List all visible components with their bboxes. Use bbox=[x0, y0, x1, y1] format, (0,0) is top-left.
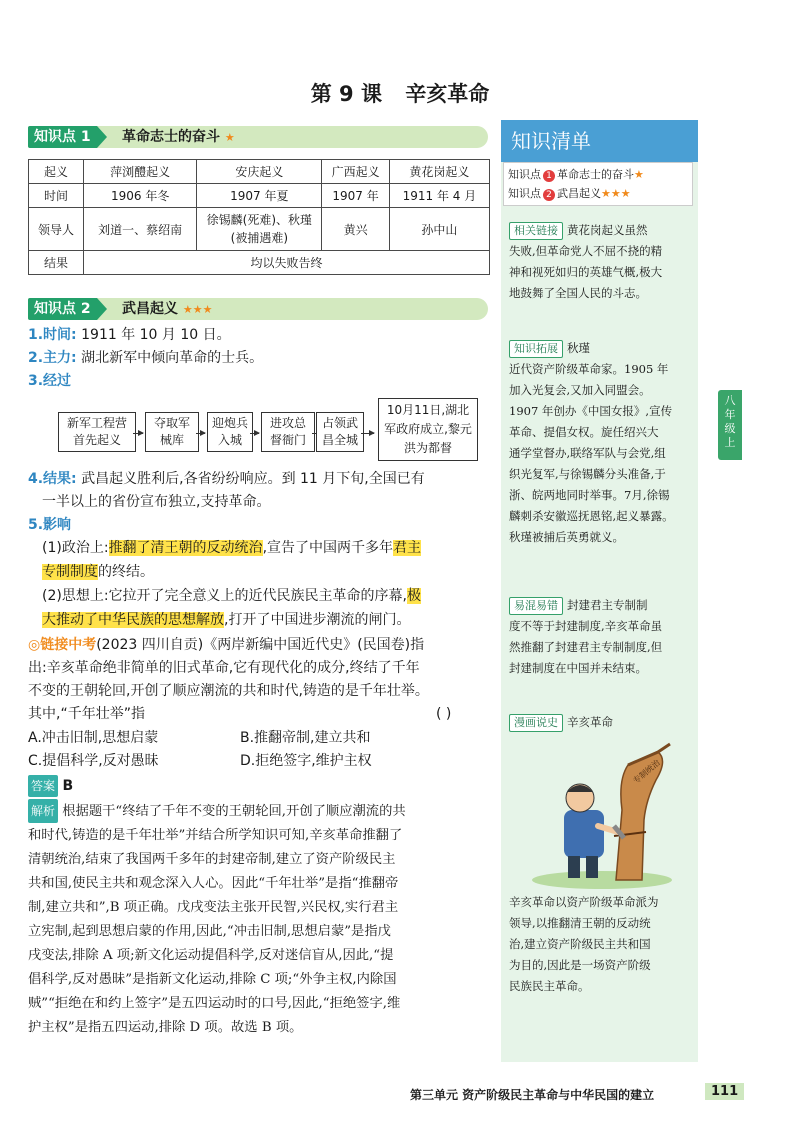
analysis-line: 共和国,使民主共和观念深入人心。因此“千年壮举”是指“推翻帝 bbox=[28, 876, 399, 891]
star-icon: ★★★ bbox=[601, 187, 631, 200]
item-impact: 5.影响 bbox=[28, 517, 72, 533]
related-link-tag: 相关链接 bbox=[509, 222, 563, 240]
table-row bbox=[29, 184, 490, 208]
list-item: 知识点 1 革命志士的奋斗★ bbox=[508, 168, 644, 181]
grade-tab: 八 年 级 上 bbox=[718, 390, 742, 460]
table-cell: 领导人 bbox=[29, 208, 84, 251]
table-cell: 安庆起义 bbox=[197, 160, 322, 184]
table-row bbox=[29, 208, 490, 251]
answer-row bbox=[28, 775, 73, 797]
table-cell: 徐锡麟(死难)、秋瑾(被捕遇难) bbox=[197, 208, 322, 251]
table-cell: 1907 年 bbox=[322, 184, 390, 208]
question-text: 不变的王朝轮回,开创了顺应潮流的共和时代,铸造的是千年壮举。 bbox=[28, 683, 429, 699]
arrow-right-icon bbox=[133, 433, 143, 434]
analysis-line: 戌变法,排除 A 项;新文化运动提倡科学,反对迷信盲从,因此,“提 bbox=[28, 948, 394, 963]
flow-step: 10月11日,湖北军政府成立,黎元洪为都督 bbox=[378, 398, 478, 461]
analysis-line: 护主权”是指五四运动,排除 D 项。故选 B 项。 bbox=[28, 1020, 303, 1035]
analysis-line: 贼”“拒绝在和约上签字”是五四运动时的口号,因此,“拒绝签字,维 bbox=[28, 996, 401, 1011]
table-cell: 黄花岗起义 bbox=[389, 160, 489, 184]
analysis-line: 倡科学,反对愚昧”是指新文化运动,排除 C 项;“外争主权,内除国 bbox=[28, 972, 397, 987]
table-cell: 1907 年夏 bbox=[197, 184, 322, 208]
table-cell: 均以失败告终 bbox=[84, 251, 490, 275]
table-cell: 1906 年冬 bbox=[84, 184, 197, 208]
comic-block: 漫画说史 辛亥革命 bbox=[509, 712, 695, 733]
analysis-line: 和时代,铸造的是千年壮举”并结合所学知识可知,辛亥革命推翻了 bbox=[28, 828, 403, 843]
analysis-line: 清朝统治,结束了我国两千多年的封建帝制,建立了资产阶级民主 bbox=[28, 852, 396, 867]
table-cell: 结果 bbox=[29, 251, 84, 275]
kp1-title: 革命志士的奋斗 bbox=[122, 129, 220, 145]
item-result-cont: 一半以上的省份宣布独立,支持革命。 bbox=[42, 494, 271, 510]
question-text: 出:辛亥革命绝非简单的旧式革命,它有现代化的成分,终结了千年 bbox=[28, 660, 420, 676]
related-link-block: 相关链接 黄花岗起义虽然 失败,但革命党人不屈不挠的精 神和视死如归的英雄气概,极大 地鼓舞了全国人民的斗志。 bbox=[509, 223, 663, 300]
table-cell: 黄兴 bbox=[322, 208, 390, 251]
item-time: 1.时间: 1911 年 10 月 10 日。 bbox=[28, 327, 231, 343]
flow-step: 进攻总督衙门 bbox=[261, 412, 315, 452]
table-cell: 刘道一、蔡绍南 bbox=[84, 208, 197, 251]
table-cell: 时间 bbox=[29, 184, 84, 208]
item-force: 2.主力: 湖北新军中倾向革命的士兵。 bbox=[28, 350, 264, 366]
confusion-block: 易混易错 封建君主专制制 度不等于封建制度,辛亥革命虽 然推翻了封建君主专制制度,但 封建制度在中国并未结束。 bbox=[509, 598, 663, 675]
analysis-label: 解析 bbox=[28, 799, 58, 823]
sidebar-title: 知识清单 bbox=[501, 120, 698, 162]
uprisings-table bbox=[28, 159, 490, 275]
answer-value: B bbox=[62, 778, 74, 794]
impact-ideological: (2)思想上:它拉开了完全意义上的近代民族民主革命的序幕,极 bbox=[42, 588, 421, 604]
exam-link-head: ◎链接中考 bbox=[28, 637, 97, 653]
ground-shape bbox=[532, 871, 672, 889]
table-row bbox=[29, 160, 490, 184]
answer-blank: ( ) bbox=[436, 706, 452, 722]
kp2-tag: 知识点 2 bbox=[28, 298, 97, 320]
item-result: 4.结果: 武昌起义胜利后,各省纷纷响应。到 11 月下旬,全国已有 bbox=[28, 471, 425, 487]
lesson-number: 第 9 课 bbox=[310, 82, 382, 106]
kp2-star-icon: ★★★ bbox=[182, 303, 213, 316]
option-d: D.拒绝签字,维护主权 bbox=[240, 753, 372, 769]
table-cell: 起义 bbox=[29, 160, 84, 184]
sidebar-list bbox=[503, 162, 693, 206]
table-cell: 孙中山 bbox=[389, 208, 489, 251]
arrow-right-icon bbox=[250, 433, 259, 434]
comic-illustration bbox=[518, 740, 686, 890]
kp1-header bbox=[28, 126, 488, 148]
answer-label: 答案 bbox=[28, 775, 58, 797]
confusion-tag: 易混易错 bbox=[509, 597, 563, 615]
tree-label: 专制统治 bbox=[631, 758, 662, 786]
footer-unit: 第三单元 资产阶级民主革命与中华民国的建立 bbox=[410, 1088, 655, 1102]
comic-tag: 漫画说史 bbox=[509, 714, 563, 732]
star-icon: ★ bbox=[634, 168, 644, 181]
revolutionary-figure bbox=[564, 784, 624, 878]
impact-ideological-cont: 大推动了中华民族的思想解放,打开了中国进步潮流的闸门。 bbox=[42, 612, 411, 628]
option-a: A.冲击旧制,思想启蒙 bbox=[28, 730, 159, 746]
extension-block: 知识拓展 秋瑾 近代资产阶级革命家。1905 年 加入光复会,又加入同盟会。 1907 年创办《中国女报》,宣传 革命、提倡女权。旋任绍兴大 通学堂督办,联络军队与会党,组 织光复军,与徐锡麟分头准备,于 浙、皖两地同时举事。7月,徐锡 麟刺杀安徽巡抚恩铭,起义暴露。 秋瑾被捕后英勇就义。 bbox=[509, 341, 674, 544]
exam-question: ◎链接中考(2023 四川自贡)《两岸新编中国近代史》(民国卷)指 bbox=[28, 637, 425, 653]
analysis-line: 制,建立共和”,B 项正确。戊戌变法主张开民智,兴民权,实行君主 bbox=[28, 900, 399, 915]
flow-step: 夺取军械库 bbox=[145, 412, 199, 452]
item-process: 3.经过 bbox=[28, 373, 72, 389]
flow-step: 迎炮兵入城 bbox=[207, 412, 253, 452]
table-cell: 萍浏醴起义 bbox=[84, 160, 197, 184]
analysis-line: 立宪制,起到思想启蒙的作用,因此,“冲击旧制,思想启蒙”是指戊 bbox=[28, 924, 391, 939]
arrow-right-icon bbox=[196, 433, 205, 434]
list-item: 知识点 2 武昌起义★★★ bbox=[508, 187, 631, 200]
lesson-name: 辛亥革命 bbox=[405, 82, 490, 106]
lesson-title bbox=[0, 78, 800, 108]
extension-tag: 知识拓展 bbox=[509, 340, 563, 358]
impact-political-cont: 专制制度的终结。 bbox=[42, 564, 154, 580]
flow-step: 新军工程营首先起义 bbox=[58, 412, 136, 452]
table-cell: 1911 年 4 月 bbox=[389, 184, 489, 208]
option-c: C.提倡科学,反对愚昧 bbox=[28, 753, 159, 769]
kp1-star-icon: ★ bbox=[224, 131, 235, 144]
arrow-right-icon bbox=[361, 433, 374, 434]
comic-caption: 辛亥革命以资产阶级革命派为 领导,以推翻清王朝的反动统 治,建立资产阶级民主共和国 为目的,因此是一场资产阶级 民族民主革命。 bbox=[509, 895, 659, 993]
analysis-block: 解析 根据题干“终结了千年不变的王朝轮回,开创了顺应潮流的共 和时代,铸造的是千年壮举”并结合所学知识可知,辛亥革命推翻了 清朝统治,结束了我国两千多年的封建帝制,建立了资产阶级民主 共和国,使民主共和观念深入人心。因此“千年壮举”是指“推翻帝 制,建立共和”,B 项正确。戊戌变法主张开民智,兴民权,实行君主 立宪制,起到思想启蒙的作用,因此,“冲击旧制,思想启蒙”是指戊 戌变法,排除 A 项;新文化运动提倡科学,反对迷信盲从,因此,“提 倡科学,反对愚昧”是指新文化运动,排除 C 项;“外争主权,内除国 贼”“拒绝在和约上签字”是五四运动时的口号,因此,“拒绝签字,维 护主权”是指五四运动,排除 D 项。故选 B 项。 bbox=[28, 799, 498, 1040]
flow-step: 占领武昌全城 bbox=[316, 412, 364, 452]
impact-political: (1)政治上:推翻了清王朝的反动统治,宣告了中国两千多年君主 bbox=[42, 540, 422, 556]
table-row bbox=[29, 251, 490, 275]
option-b: B.推翻帝制,建立共和 bbox=[240, 730, 371, 746]
kp2-header bbox=[28, 298, 488, 320]
question-text: 其中,“千年壮举”指 bbox=[28, 706, 145, 722]
table-cell: 广西起义 bbox=[322, 160, 390, 184]
page-number: 111 bbox=[705, 1083, 744, 1100]
kp1-tag: 知识点 1 bbox=[28, 126, 97, 148]
kp2-title: 武昌起义 bbox=[122, 301, 178, 317]
